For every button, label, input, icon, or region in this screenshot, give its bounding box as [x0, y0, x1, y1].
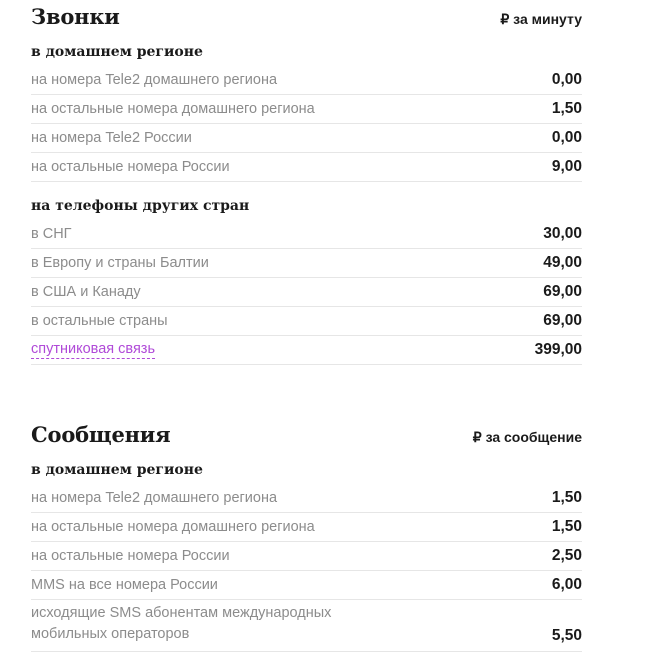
price-row: [31, 220, 582, 249]
price-row-value: 0,00: [551, 71, 582, 88]
price-row-label: на номера Tele2 домашнего региона: [31, 490, 278, 506]
price-row: [31, 600, 582, 652]
price-row-value: 1,50: [551, 518, 582, 535]
price-row-value: 9,00: [551, 158, 582, 175]
messages-title: Сообщения: [31, 422, 171, 447]
price-row-label: на номера Tele2 России: [31, 130, 192, 146]
price-row-value: 30,00: [543, 225, 582, 242]
spacer: [31, 182, 582, 192]
price-row-value: 5,50: [551, 627, 582, 644]
messages-header: [31, 422, 582, 456]
price-row: [31, 124, 582, 153]
price-row-label: в США и Канаду: [31, 284, 141, 300]
price-row: [31, 95, 582, 124]
calls-header: [31, 4, 582, 38]
messages-unit: ₽ за сообщение: [472, 429, 582, 445]
price-row-label: на остальные номера домашнего региона: [31, 101, 315, 117]
price-row-value: 1,50: [551, 100, 582, 117]
price-row: [31, 153, 582, 182]
price-row: [31, 571, 582, 600]
price-row-label-line1: исходящие SMS абонентам международных: [31, 605, 332, 621]
price-row-label: на остальные номера домашнего региона: [31, 519, 315, 535]
price-row-label: в СНГ: [31, 226, 72, 242]
messages-section: [31, 422, 582, 652]
price-row: [31, 513, 582, 542]
price-row-value: 1,50: [551, 489, 582, 506]
price-row-value: 6,00: [551, 576, 582, 593]
price-row-label: на остальные номера России: [31, 548, 230, 564]
price-row: [31, 307, 582, 336]
price-row: [31, 542, 582, 571]
calls-title: Звонки: [31, 4, 120, 29]
price-row-label: в Европу и страны Балтии: [31, 255, 209, 271]
price-row: [31, 249, 582, 278]
price-row-label: в остальные страны: [31, 313, 168, 329]
calls-home-region-title: в домашнем регионе: [31, 44, 203, 60]
calls-other-countries-title: на телефоны других стран: [31, 198, 250, 214]
price-row-value: 399,00: [534, 341, 582, 358]
messages-home-region-title: в домашнем регионе: [31, 462, 203, 478]
satellite-link[interactable]: спутниковая связь: [31, 341, 156, 357]
price-row: [31, 278, 582, 307]
price-row-value: 2,50: [551, 547, 582, 564]
price-row-value: 49,00: [543, 254, 582, 271]
price-row: [31, 66, 582, 95]
price-row-label: MMS на все номера России: [31, 577, 218, 593]
price-row: [31, 484, 582, 513]
price-row-satellite: [31, 336, 582, 365]
price-row-label: на номера Tele2 домашнего региона: [31, 72, 278, 88]
price-row-value: 69,00: [543, 283, 582, 300]
price-row-label-line2: мобильных операторов: [31, 626, 190, 642]
price-row-label: [31, 603, 331, 645]
price-row-value: 0,00: [551, 129, 582, 146]
price-row-value: 69,00: [543, 312, 582, 329]
price-row-label: на остальные номера России: [31, 159, 230, 175]
calls-section: [31, 4, 582, 365]
calls-unit: ₽ за минуту: [500, 11, 582, 27]
